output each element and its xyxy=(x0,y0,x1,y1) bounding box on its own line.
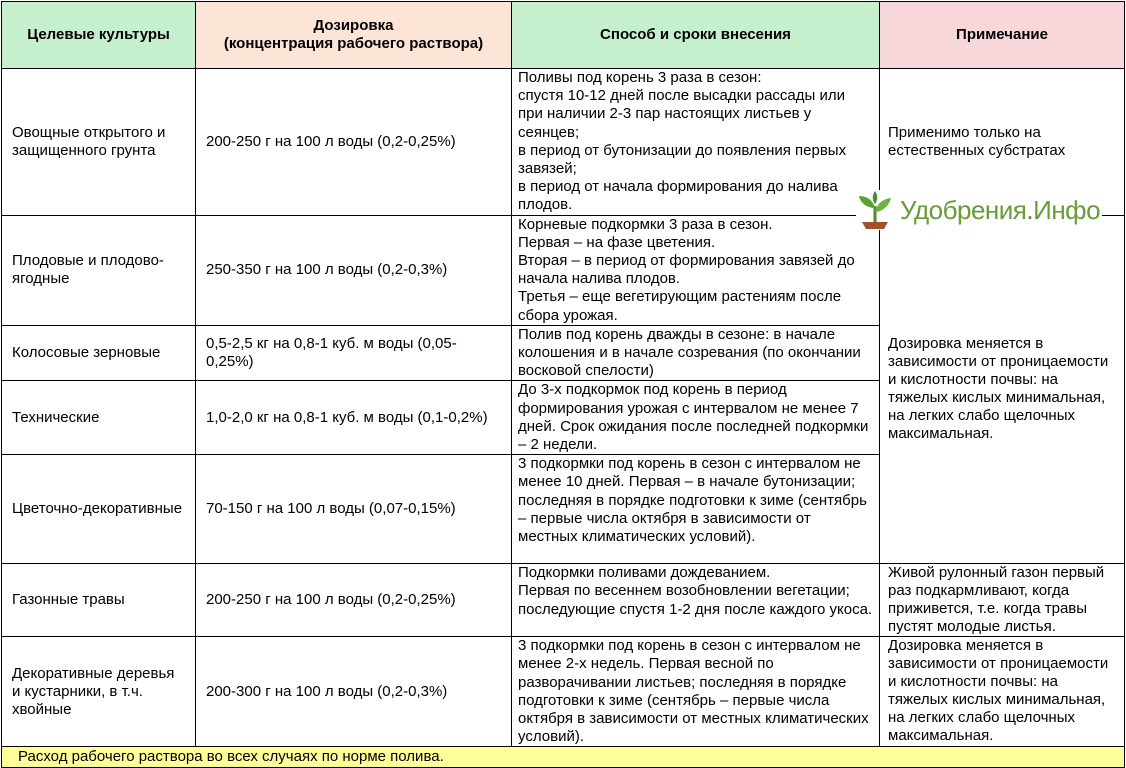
method-cell xyxy=(512,637,880,747)
crop-cell: Декоративные деревья и кустарники, в т.ч. хвойные xyxy=(2,637,196,747)
sprout-icon xyxy=(856,190,894,230)
method-line: Поливы под корень 3 раза в сезон: xyxy=(518,69,762,86)
method-cell xyxy=(512,69,880,216)
dose-cell: 70-150 г на 100 л воды (0,07-0,15%) xyxy=(196,455,512,564)
method-cell xyxy=(512,564,880,637)
crop-cell: Плодовые и плодово-ягодные xyxy=(2,215,196,325)
table-row xyxy=(2,637,1125,747)
logo-text xyxy=(900,195,1100,226)
crop-cell: Колосовые зерновые xyxy=(2,325,196,381)
method-line: спустя 10-12 дней после высадки рассады или при наличии 2-3 пар настоящих листьев у сеянцев; xyxy=(518,87,845,141)
method-line: Первая по весеннем возобновлении вегетации; последующие спустя 1-2 дня после каждого укоса. xyxy=(518,582,873,618)
header-row xyxy=(2,2,1125,69)
header-dose xyxy=(196,2,512,69)
note-cell: Живой рулонный газон первый раз подкармливают, когда приживется, т.е. когда травы пустят молодые листья. xyxy=(880,564,1125,637)
header-note: Примечание xyxy=(880,2,1125,69)
method-line: До 3-х подкормок под корень в период формирования урожая с интервалом не менее 7 дней. Срок ожидания после последней подкормки – 2 недели. xyxy=(518,381,869,454)
method-line: Третья – еще вегетирующим растениям после сбора урожая. xyxy=(518,288,842,324)
note-cell: Применимо только на естественных субстратах xyxy=(880,69,1125,216)
method-line: Первая – на фазе цветения. xyxy=(518,233,716,251)
note-cell: Дозировка меняется в зависимости от проницаемости и кислотности почвы: на тяжелых кислых минимальная, на легких слабо щелочных максимальная. xyxy=(880,637,1125,747)
method-line: Подкормки поливами дождеванием. xyxy=(518,564,771,582)
footer-note: Расход рабочего раствора во всех случаях по норме полива. xyxy=(2,747,1125,768)
method-cell xyxy=(512,215,880,325)
header-dose-line2: (концентрация рабочего раствора) xyxy=(223,35,484,52)
dose-cell: 200-250 г на 100 л воды (0,2-0,25%) xyxy=(196,564,512,637)
header-dose-line1: Дозировка xyxy=(313,17,394,34)
table-row xyxy=(2,564,1125,637)
logo-text-main: Удобрения xyxy=(900,194,1027,225)
method-cell xyxy=(512,381,880,455)
crop-cell: Овощные открытого и защищенного грунта xyxy=(2,69,196,216)
method-cell xyxy=(512,455,880,564)
crop-cell: Технические xyxy=(2,381,196,455)
dose-cell: 200-300 г на 100 л воды (0,2-0,3%) xyxy=(196,637,512,747)
method-line: Полив под корень дважды в сезоне: в начале колошения и в начале созревания (по окончании восковой спелости) xyxy=(518,325,861,380)
method-line: в период от начала формирования до налива плодов. xyxy=(518,178,838,214)
table-row xyxy=(2,215,1125,325)
dose-cell: 0,5-2,5 кг на 0,8-1 куб. м воды (0,05-0,25%) xyxy=(196,325,512,381)
dose-cell: 250-350 г на 100 л воды (0,2-0,3%) xyxy=(196,215,512,325)
footer-row xyxy=(2,747,1125,768)
site-logo xyxy=(856,190,1102,230)
header-method: Способ и сроки внесения xyxy=(512,2,880,69)
logo-text-tail: Инфо xyxy=(1033,194,1101,225)
logo-text-dot: . xyxy=(1026,194,1034,225)
crop-cell: Газонные травы xyxy=(2,564,196,637)
fertilizer-table xyxy=(1,1,1125,768)
method-line: 3 подкормки под корень в сезон с интервалом не менее 2-х недель. Первая весной по разворачивании листьев; последняя в порядке подготовки к зиме (сентябрь – первые числа октября в зависимости от местных климатических условий). xyxy=(518,637,869,746)
crop-cell: Цветочно-декоративные xyxy=(2,455,196,564)
method-line: 3 подкормки под корень в сезон с интервалом не менее 10 дней. Первая – в начале бутонизации; последняя в порядке подготовки к зиме (сентябрь – первые числа октября в зависимости от местных климатических условий). xyxy=(518,455,867,546)
method-line: в период от бутонизации до появления первых завязей; xyxy=(518,141,847,178)
method-line: Вторая – в период от формирования завязей до начала налива плодов. xyxy=(518,252,855,288)
method-cell xyxy=(512,325,880,381)
method-line: Корневые подкормки 3 раза в сезон. xyxy=(518,215,773,233)
dose-cell: 200-250 г на 100 л воды (0,2-0,25%) xyxy=(196,69,512,216)
merged-note-cell: Дозировка меняется в зависимости от проницаемости и кислотности почвы: на тяжелых кислых минимальная, на легких слабо щелочных максимальная. xyxy=(880,215,1125,564)
dose-cell: 1,0-2,0 кг на 0,8-1 куб. м воды (0,1-0,2%) xyxy=(196,381,512,455)
header-crops: Целевые культуры xyxy=(2,2,196,69)
